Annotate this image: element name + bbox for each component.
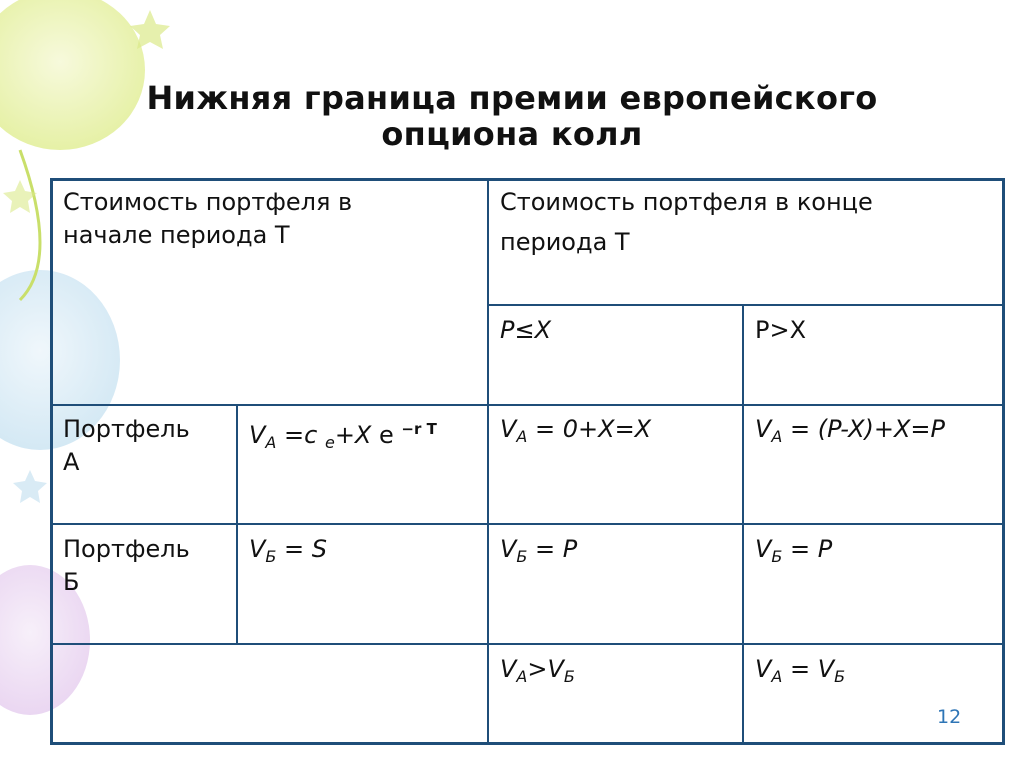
row-a-gt-value: $V_A = (P-X)+X=P$: [755, 415, 946, 446]
row-a-le-value: $V_A = 0+X=X$: [500, 415, 652, 446]
row-a-label: Портфель А: [63, 415, 190, 476]
result-gt-value: $V_A = V_Б$: [755, 655, 846, 686]
row-b-label: Портфель Б: [63, 535, 190, 596]
header-end-cell: Стоимость портфеля в конце периода Т: [500, 188, 873, 256]
result-le-value: $V_A>V_Б$: [500, 655, 575, 686]
payoff-table: [50, 178, 1005, 745]
condition-p-gt-x: P>X: [755, 316, 807, 344]
row-b-gt-value: $V_Б = P$: [755, 535, 833, 566]
row-a-start-value: $V_A =c$ $_e$+X e $^{-r T}$: [249, 420, 437, 452]
slide-title: [0, 80, 1024, 152]
header-start-cell: Стоимость портфеля в начале периода Т: [63, 188, 353, 249]
row-b-start-value: $V_Б = S$: [249, 535, 328, 566]
title-line-2: опциона колл: [381, 115, 643, 153]
page-number: 12: [937, 706, 962, 728]
title-line-1: Нижняя граница премии европейского: [146, 79, 878, 117]
condition-p-le-x: P≤X: [500, 316, 552, 344]
row-b-le-value: $V_Б = P$: [500, 535, 578, 566]
